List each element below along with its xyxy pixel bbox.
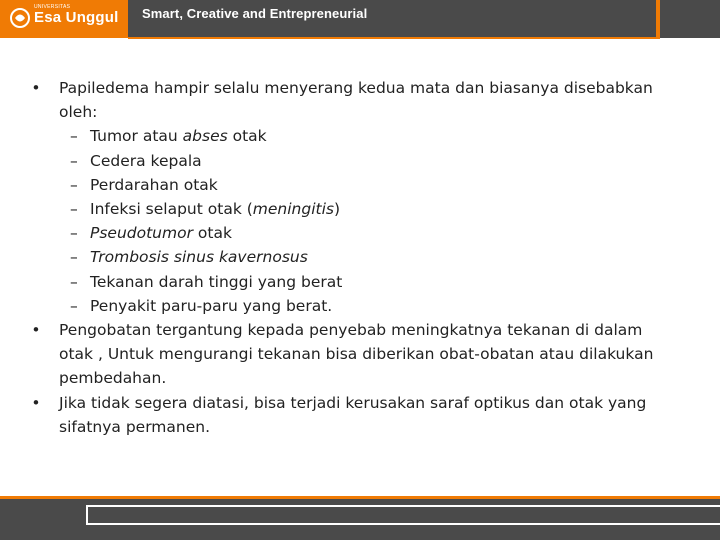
sub-item-italic: Trombosis sinus kavernosus: [90, 248, 308, 267]
sub-item-text: Perdarahan otak: [90, 175, 218, 194]
sub-item-text: Tekanan darah tinggi yang berat: [90, 272, 343, 291]
sub-item-italic: meningitis: [252, 200, 334, 219]
sub-item: [30, 245, 690, 269]
header-accent-horizontal: [128, 37, 660, 39]
bullet-item: [30, 391, 690, 439]
sub-item: [30, 124, 690, 148]
logo-box: [0, 0, 128, 38]
bullet-text: Jika tidak segera diatasi, bisa terjadi kerusakan saraf optikus dan otak yang: [59, 393, 647, 412]
logo-subtitle: UNIVERSITAS: [34, 4, 71, 10]
sub-item-italic: Pseudotumor: [90, 224, 193, 243]
sub-item-italic: abses: [182, 127, 228, 146]
dash-icon: –: [70, 224, 78, 243]
header-tagline: Smart, Creative and Entrepreneurial: [142, 6, 368, 21]
university-logo-icon: [10, 8, 30, 28]
sub-item-text: Infeksi selaput otak (: [90, 200, 253, 219]
bullet-text: pembedahan.: [59, 369, 167, 388]
footer-frame: [86, 505, 720, 525]
dash-icon: –: [70, 175, 78, 194]
bullet-icon: •: [31, 393, 41, 412]
slide-content: [30, 76, 690, 439]
sub-item-text: Penyakit paru-paru yang berat.: [90, 296, 333, 315]
dash-icon: –: [70, 151, 78, 170]
dash-icon: –: [70, 272, 78, 291]
bullet-text: sifatnya permanen.: [59, 417, 211, 436]
bullet-text: otak , Untuk mengurangi tekanan bisa diberikan obat-obatan atau dilakukan: [59, 345, 654, 364]
bullet-icon: •: [31, 79, 41, 97]
dash-icon: –: [70, 296, 78, 315]
header-accent-vertical: [656, 0, 660, 38]
dash-icon: –: [70, 200, 78, 219]
sub-item: [30, 173, 690, 197]
sub-item-text: otak: [192, 224, 232, 243]
sub-item: [30, 270, 690, 294]
logo-name: Esa Unggul: [34, 9, 119, 26]
dash-icon: –: [70, 127, 78, 146]
sub-item: [30, 149, 690, 173]
sub-item-text: Cedera kepala: [90, 151, 202, 170]
bullet-item: [30, 318, 690, 391]
bullet-text: Papiledema hampir selalu menyerang kedua mata dan biasanya disebabkan: [59, 79, 653, 97]
sub-item: [30, 197, 690, 221]
sub-item-text: otak: [227, 127, 267, 146]
bullet-item: [30, 76, 690, 124]
sub-item: [30, 221, 690, 245]
bullet-icon: •: [31, 321, 41, 340]
sub-item-text: ): [333, 200, 341, 219]
bullet-text: Pengobatan tergantung kepada penyebab meningkatnya tekanan di dalam: [59, 321, 643, 340]
dash-icon: –: [70, 248, 78, 267]
footer-accent-line: [0, 496, 720, 499]
sub-item: [30, 294, 690, 318]
bullet-text: oleh:: [59, 103, 98, 122]
sub-item-text: Tumor atau: [90, 127, 183, 146]
